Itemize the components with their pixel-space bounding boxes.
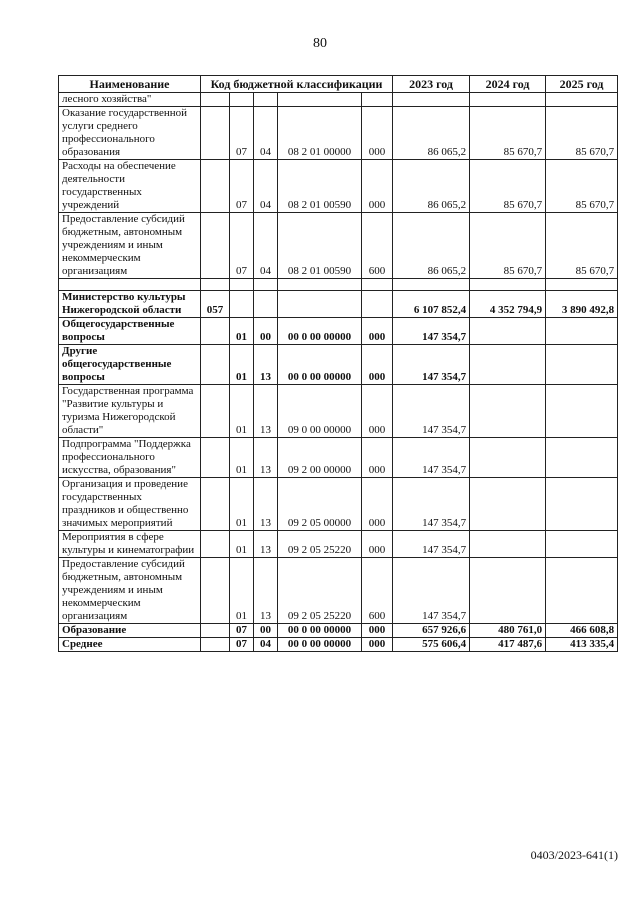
cell-vr: 000 [362, 107, 393, 160]
cell-rz [230, 279, 254, 291]
cell-vr: 000 [362, 638, 393, 652]
cell-ved [201, 438, 230, 478]
cell-2025: 413 335,4 [546, 638, 618, 652]
cell-2023: 147 354,7 [393, 531, 470, 558]
table-row [59, 438, 618, 478]
cell-name [59, 279, 201, 291]
cell-pr [254, 279, 278, 291]
cell-name: Предоставление субсидий бюджетным, автономным учреждениям и иным некоммерческим организациям [59, 558, 201, 624]
cell-rz [230, 93, 254, 107]
cell-2024 [470, 385, 546, 438]
header-2025: 2025 год [546, 76, 618, 93]
cell-2025 [546, 385, 618, 438]
cell-vr: 000 [362, 345, 393, 385]
table-body [59, 93, 618, 652]
cell-2024 [470, 438, 546, 478]
cell-pr [254, 291, 278, 318]
cell-rz: 01 [230, 558, 254, 624]
cell-2023: 147 354,7 [393, 345, 470, 385]
cell-name: Подпрограмма "Поддержка профессионального искусства, образования" [59, 438, 201, 478]
table-row [59, 638, 618, 652]
cell-csr: 08 2 01 00000 [278, 107, 362, 160]
cell-pr [254, 93, 278, 107]
cell-name: Министерство культуры Нижегородской области [59, 291, 201, 318]
cell-name: Предоставление субсидий бюджетным, автономным учреждениям и иным некоммерческим организациям [59, 213, 201, 279]
table-row [59, 291, 618, 318]
cell-pr: 13 [254, 558, 278, 624]
cell-rz: 07 [230, 160, 254, 213]
cell-rz: 01 [230, 345, 254, 385]
cell-rz: 01 [230, 438, 254, 478]
cell-2023: 147 354,7 [393, 478, 470, 531]
cell-pr: 13 [254, 345, 278, 385]
cell-csr: 08 2 01 00590 [278, 213, 362, 279]
cell-2025 [546, 345, 618, 385]
table-row [59, 213, 618, 279]
cell-name: Оказание государственной услуги среднего профессионального образования [59, 107, 201, 160]
table-row [59, 345, 618, 385]
cell-2025 [546, 279, 618, 291]
cell-vr: 600 [362, 213, 393, 279]
cell-name: Государственная программа "Развитие культуры и туризма Нижегородской области" [59, 385, 201, 438]
cell-vr: 000 [362, 160, 393, 213]
cell-2024 [470, 279, 546, 291]
cell-name: Образование [59, 624, 201, 638]
cell-rz [230, 291, 254, 318]
cell-vr [362, 279, 393, 291]
cell-pr: 00 [254, 318, 278, 345]
table-row [59, 558, 618, 624]
cell-2024: 85 670,7 [470, 107, 546, 160]
cell-2025: 85 670,7 [546, 107, 618, 160]
header-code: Код бюджетной классификации [201, 76, 393, 93]
cell-csr: 00 0 00 00000 [278, 318, 362, 345]
header-2023: 2023 год [393, 76, 470, 93]
cell-pr: 13 [254, 531, 278, 558]
cell-pr: 04 [254, 638, 278, 652]
cell-ved [201, 213, 230, 279]
table-row [59, 531, 618, 558]
cell-2023: 86 065,2 [393, 160, 470, 213]
cell-ved [201, 478, 230, 531]
cell-pr: 04 [254, 107, 278, 160]
cell-vr: 000 [362, 318, 393, 345]
cell-2023: 147 354,7 [393, 558, 470, 624]
cell-2023: 147 354,7 [393, 385, 470, 438]
cell-csr [278, 291, 362, 318]
cell-rz: 01 [230, 478, 254, 531]
cell-csr [278, 93, 362, 107]
cell-ved [201, 107, 230, 160]
cell-ved [201, 531, 230, 558]
cell-ved [201, 160, 230, 213]
table-row [59, 318, 618, 345]
cell-ved [201, 345, 230, 385]
cell-csr: 00 0 00 00000 [278, 624, 362, 638]
cell-ved [201, 638, 230, 652]
cell-2025: 85 670,7 [546, 213, 618, 279]
cell-vr: 600 [362, 558, 393, 624]
cell-vr [362, 291, 393, 318]
cell-2024: 480 761,0 [470, 624, 546, 638]
cell-csr: 00 0 00 00000 [278, 638, 362, 652]
cell-2025 [546, 93, 618, 107]
header-name: Наименование [59, 76, 201, 93]
cell-rz: 07 [230, 213, 254, 279]
cell-pr: 04 [254, 213, 278, 279]
cell-csr: 09 0 00 00000 [278, 385, 362, 438]
cell-pr: 13 [254, 385, 278, 438]
budget-table [58, 75, 618, 652]
cell-ved [201, 318, 230, 345]
cell-2023 [393, 93, 470, 107]
table-row [59, 385, 618, 438]
cell-name: Организация и проведение государственных праздников и общественно значимых мероприятий [59, 478, 201, 531]
table-row [59, 160, 618, 213]
cell-2025 [546, 438, 618, 478]
cell-2024 [470, 558, 546, 624]
header-row [59, 76, 618, 93]
cell-name: Мероприятия в сфере культуры и кинематографии [59, 531, 201, 558]
cell-2023 [393, 279, 470, 291]
cell-2023: 86 065,2 [393, 107, 470, 160]
cell-2025 [546, 478, 618, 531]
table-row [59, 107, 618, 160]
cell-vr: 000 [362, 385, 393, 438]
cell-csr: 09 2 05 00000 [278, 478, 362, 531]
cell-rz: 07 [230, 624, 254, 638]
cell-pr: 13 [254, 438, 278, 478]
cell-2024: 85 670,7 [470, 213, 546, 279]
document-code: 0403/2023-641(1) [530, 848, 618, 862]
cell-ved: 057 [201, 291, 230, 318]
cell-rz: 01 [230, 531, 254, 558]
cell-rz: 01 [230, 385, 254, 438]
cell-2025: 466 608,8 [546, 624, 618, 638]
cell-name: Другие общегосударственные вопросы [59, 345, 201, 385]
cell-2024 [470, 531, 546, 558]
cell-2024 [470, 345, 546, 385]
cell-csr [278, 279, 362, 291]
cell-vr: 000 [362, 438, 393, 478]
cell-2024 [470, 93, 546, 107]
cell-2025 [546, 318, 618, 345]
cell-pr: 13 [254, 478, 278, 531]
cell-ved [201, 93, 230, 107]
cell-csr: 09 2 05 25220 [278, 531, 362, 558]
cell-csr: 09 2 00 00000 [278, 438, 362, 478]
table-row [59, 93, 618, 107]
header-2024: 2024 год [470, 76, 546, 93]
cell-2023: 147 354,7 [393, 318, 470, 345]
cell-pr: 04 [254, 160, 278, 213]
cell-2023: 86 065,2 [393, 213, 470, 279]
cell-pr: 00 [254, 624, 278, 638]
cell-2025 [546, 531, 618, 558]
cell-vr: 000 [362, 478, 393, 531]
cell-name: лесного хозяйства" [59, 93, 201, 107]
cell-csr: 08 2 01 00590 [278, 160, 362, 213]
cell-name: Среднее [59, 638, 201, 652]
cell-rz: 07 [230, 638, 254, 652]
cell-rz: 07 [230, 107, 254, 160]
cell-2024: 85 670,7 [470, 160, 546, 213]
table-row [59, 478, 618, 531]
cell-2025: 85 670,7 [546, 160, 618, 213]
cell-ved [201, 558, 230, 624]
cell-name: Расходы на обеспечение деятельности государственных учреждений [59, 160, 201, 213]
cell-2023: 657 926,6 [393, 624, 470, 638]
cell-vr: 000 [362, 624, 393, 638]
cell-ved [201, 385, 230, 438]
cell-vr [362, 93, 393, 107]
page-number: 80 [313, 36, 327, 51]
cell-vr: 000 [362, 531, 393, 558]
cell-2025: 3 890 492,8 [546, 291, 618, 318]
cell-2023: 575 606,4 [393, 638, 470, 652]
cell-name: Общегосударственные вопросы [59, 318, 201, 345]
cell-2024: 417 487,6 [470, 638, 546, 652]
cell-2025 [546, 558, 618, 624]
cell-2024 [470, 318, 546, 345]
cell-rz: 01 [230, 318, 254, 345]
cell-ved [201, 279, 230, 291]
cell-csr: 00 0 00 00000 [278, 345, 362, 385]
cell-2023: 147 354,7 [393, 438, 470, 478]
cell-2024 [470, 478, 546, 531]
cell-2024: 4 352 794,9 [470, 291, 546, 318]
cell-csr: 09 2 05 25220 [278, 558, 362, 624]
cell-2023: 6 107 852,4 [393, 291, 470, 318]
table-row [59, 624, 618, 638]
spacer-row [59, 279, 618, 291]
cell-ved [201, 624, 230, 638]
